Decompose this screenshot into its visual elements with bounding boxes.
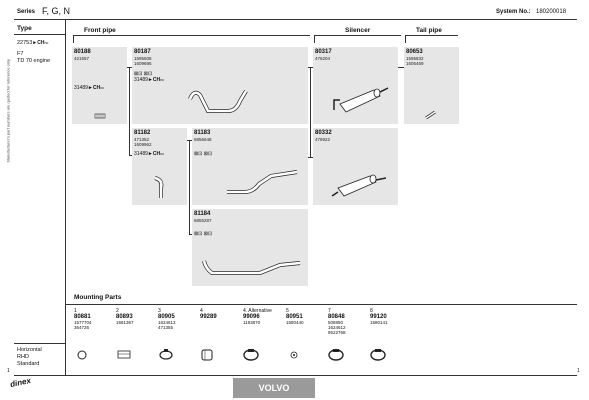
side-note: Manufacturer's part numbers are quoted for reference only [5, 59, 11, 163]
section-tail-pipe: Tail pipe [416, 27, 442, 34]
oe-number: 421557 [74, 56, 90, 61]
left-column-divider [65, 19, 66, 375]
nut-icon [286, 348, 302, 366]
system-label: System No.: [496, 9, 531, 15]
clamp-icon [158, 348, 174, 366]
header-divider [14, 19, 577, 20]
series-value: F, G, N [42, 6, 71, 16]
part-number: 80188 [74, 49, 91, 55]
engine: TD 70 engine [17, 58, 51, 64]
connector [129, 155, 132, 156]
type-label: Type [17, 25, 32, 32]
footer-divider [14, 375, 577, 376]
pipe-icon [151, 176, 167, 202]
mounting-part-number: 80893 [116, 313, 133, 320]
position-divider [14, 343, 65, 344]
position-standard: Standard [17, 361, 40, 367]
mounting-item[interactable] [328, 309, 368, 335]
connector [189, 140, 190, 235]
part-number: 80187 [134, 49, 151, 55]
oe-number: 1595832 1605469 [406, 56, 424, 66]
mounting-index: 2 [116, 308, 119, 314]
section-rule-silencer [314, 35, 401, 36]
section-rule-front [73, 35, 310, 36]
system-number: 180200018 [536, 9, 567, 15]
mounting-part-number: 99289 [200, 313, 217, 320]
section-rule-tail-tick [405, 35, 406, 43]
section-rule-silencer-tick [314, 35, 315, 43]
part-number: 81182 [134, 130, 151, 136]
make-banner: VOLVO [233, 378, 315, 398]
clamp-icon [243, 348, 259, 366]
mounting-oe-number: 1580141 [370, 320, 388, 325]
series-label: Series [17, 9, 36, 15]
mounting-part-number: 99096 [243, 313, 260, 320]
page-number-right: 1 [577, 368, 580, 374]
section-front-pipe: Front pipe [84, 27, 116, 34]
model: F7 [17, 51, 24, 57]
front-pipe-icon [188, 85, 258, 120]
part-number: 80317 [315, 49, 332, 55]
tail-pipe-icon [425, 110, 439, 120]
mounting-part-number: 80881 [74, 313, 91, 320]
mounting-part-number: 80951 [286, 313, 303, 320]
long-pipe-icon [200, 255, 305, 285]
connector [310, 67, 311, 157]
clamp-ref: 31489►CHno [134, 77, 164, 83]
clamp-ref: 31489►CHno [134, 151, 164, 157]
mounting-item[interactable] [74, 309, 114, 330]
mounting-oe-number: 1581367 [116, 320, 134, 325]
section-rule-front-tick [73, 35, 74, 43]
connector [187, 140, 192, 141]
type-underline [14, 34, 65, 35]
mounting-item[interactable] [370, 309, 410, 325]
ring-icon [74, 348, 90, 366]
arrow-icon: ► [147, 151, 153, 157]
mounting-part-number: 99120 [370, 313, 387, 320]
clamp-icon [328, 348, 344, 366]
connector [398, 67, 404, 68]
mounting-title: Mounting Parts [74, 294, 122, 301]
mounting-part-number: 80905 [158, 313, 175, 320]
oe-number: 1595508 1609695 [134, 56, 152, 66]
oe-number: 6855287 [194, 218, 212, 223]
mounting-oe-number: 508850 1624612 9522768 [328, 320, 346, 335]
mount-icons: ⊠⊡ ⊠⊡ [194, 231, 213, 237]
mounting-oe-number: 1624613 471355 [158, 320, 176, 330]
brand-logo: dinex [9, 375, 32, 390]
silencer-icon [330, 170, 390, 200]
sleeve-icon [200, 348, 216, 366]
mounting-item[interactable] [200, 309, 240, 320]
section-rule-tail [405, 35, 458, 36]
arrow-icon: ► [32, 40, 38, 46]
arrow-icon: ► [87, 85, 93, 91]
mounting-index: 7 [328, 308, 331, 314]
mount-icons: ⊠⊡ ⊠⊡ [194, 151, 213, 157]
position-horizontal: Horizontal [17, 347, 42, 353]
section-silencer: Silencer [345, 27, 371, 34]
oe-number: 476922 [315, 137, 331, 142]
arrow-icon: ► [147, 77, 153, 83]
intermediate-pipe-icon [225, 168, 300, 198]
mounting-oe-number: 1193870 [243, 320, 261, 325]
part-number: 81183 [194, 130, 211, 136]
mounting-item[interactable] [116, 309, 156, 325]
mounting-item[interactable] [243, 309, 283, 325]
oe-number: 476204 [315, 56, 331, 61]
type-code: 22753►CHno [17, 40, 49, 46]
mounting-index: 5 [286, 308, 289, 314]
part-number: 80653 [406, 49, 423, 55]
mounting-oe-number: 1577704 364726 [74, 320, 92, 330]
mounting-index: 8 [370, 308, 373, 314]
mounting-index: 1 [74, 308, 77, 314]
mounting-divider [65, 304, 577, 305]
clamp-ref: 31489►CHno [74, 85, 104, 91]
clamp-icon [370, 348, 386, 366]
oe-number: 6856648 [194, 137, 212, 142]
silencer-icon [330, 82, 390, 117]
position-rhd: RHD [17, 354, 29, 360]
mounting-index: 4 [200, 308, 203, 314]
mount-icons: ⊠⊡ ⊠⊡ [134, 71, 153, 77]
mounting-part-number: 80848 [328, 313, 345, 320]
connector [189, 234, 192, 235]
gasket-icon [95, 112, 107, 120]
mounting-item[interactable] [286, 309, 326, 325]
connector [308, 157, 313, 158]
oe-number: 471352 1609962 [134, 137, 152, 147]
gasket-icon [116, 348, 132, 366]
connector [308, 67, 313, 68]
connector [129, 67, 130, 155]
part-number: 80332 [315, 130, 332, 136]
mounting-item[interactable] [158, 309, 198, 330]
mounting-oe-number: 1580440 [286, 320, 304, 325]
page-number-left: 1 [7, 368, 10, 374]
part-number: 81184 [194, 211, 211, 217]
mounting-index: 3 [158, 308, 161, 314]
mounting-index: 4. Alternative [243, 308, 272, 314]
